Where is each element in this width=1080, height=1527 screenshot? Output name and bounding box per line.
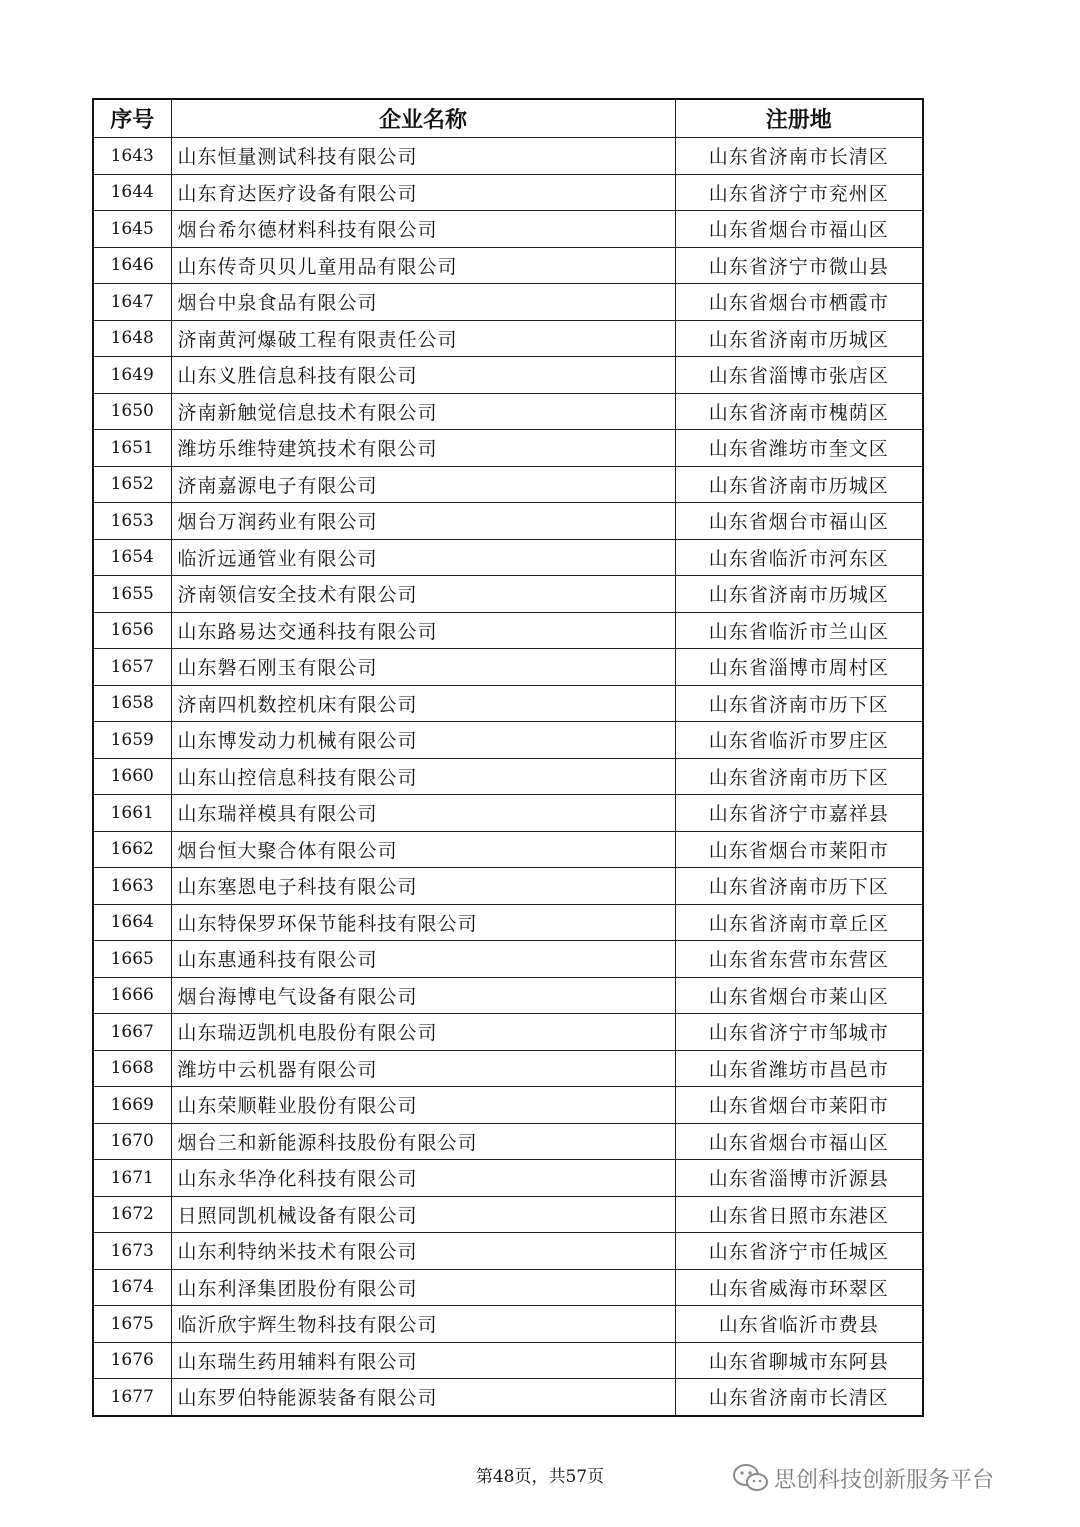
row-registration: 山东省临沂市费县	[675, 1306, 923, 1343]
row-registration: 山东省济南市槐荫区	[675, 393, 923, 430]
row-registration: 山东省济南市历城区	[675, 576, 923, 613]
row-registration: 山东省临沂市河东区	[675, 539, 923, 576]
table-row	[93, 174, 923, 211]
table-row	[93, 722, 923, 759]
row-seq: 1676	[93, 1342, 171, 1379]
row-company-name: 潍坊乐维特建筑技术有限公司	[171, 430, 675, 467]
row-registration: 山东省济宁市任城区	[675, 1233, 923, 1270]
row-seq: 1662	[93, 831, 171, 868]
row-company-name: 日照同凯机械设备有限公司	[171, 1196, 675, 1233]
row-company-name: 山东荣顺鞋业股份有限公司	[171, 1087, 675, 1124]
row-company-name: 烟台希尔德材料科技有限公司	[171, 211, 675, 248]
row-registration: 山东省临沂市兰山区	[675, 612, 923, 649]
table-row	[93, 430, 923, 467]
row-seq: 1648	[93, 320, 171, 357]
row-seq: 1674	[93, 1269, 171, 1306]
table-row	[93, 612, 923, 649]
table-row	[93, 941, 923, 978]
row-registration: 山东省济南市历下区	[675, 868, 923, 905]
row-company-name: 烟台恒大聚合体有限公司	[171, 831, 675, 868]
table-row	[93, 758, 923, 795]
row-seq: 1658	[93, 685, 171, 722]
row-registration: 山东省烟台市栖霞市	[675, 284, 923, 321]
row-registration: 山东省济宁市嘉祥县	[675, 795, 923, 832]
row-company-name: 烟台三和新能源科技股份有限公司	[171, 1123, 675, 1160]
row-seq: 1652	[93, 466, 171, 503]
row-company-name: 山东瑞迈凯机电股份有限公司	[171, 1014, 675, 1051]
row-seq: 1667	[93, 1014, 171, 1051]
table-row	[93, 576, 923, 613]
row-company-name: 山东路易达交通科技有限公司	[171, 612, 675, 649]
row-company-name: 烟台中泉食品有限公司	[171, 284, 675, 321]
table-row	[93, 1233, 923, 1270]
row-company-name: 烟台万润药业有限公司	[171, 503, 675, 540]
row-company-name: 山东瑞祥模具有限公司	[171, 795, 675, 832]
row-registration: 山东省淄博市周村区	[675, 649, 923, 686]
row-registration: 山东省济南市长清区	[675, 138, 923, 175]
table-row	[93, 1123, 923, 1160]
row-company-name: 济南四机数控机床有限公司	[171, 685, 675, 722]
row-company-name: 济南新触觉信息技术有限公司	[171, 393, 675, 430]
table-row	[93, 649, 923, 686]
row-company-name: 山东恒量测试科技有限公司	[171, 138, 675, 175]
watermark	[732, 1458, 994, 1498]
row-company-name: 山东利特纳米技术有限公司	[171, 1233, 675, 1270]
row-seq: 1665	[93, 941, 171, 978]
table-body	[93, 138, 923, 1416]
row-seq: 1675	[93, 1306, 171, 1343]
row-company-name: 山东塞恩电子科技有限公司	[171, 868, 675, 905]
row-registration: 山东省济南市章丘区	[675, 904, 923, 941]
row-registration: 山东省威海市环翠区	[675, 1269, 923, 1306]
row-company-name: 山东山控信息科技有限公司	[171, 758, 675, 795]
row-seq: 1655	[93, 576, 171, 613]
enterprise-table	[92, 98, 924, 1417]
row-seq: 1644	[93, 174, 171, 211]
table-header-row	[93, 99, 923, 138]
table-row	[93, 466, 923, 503]
row-company-name: 济南嘉源电子有限公司	[171, 466, 675, 503]
header-name: 企业名称	[171, 99, 675, 138]
row-seq: 1673	[93, 1233, 171, 1270]
row-company-name: 山东特保罗环保节能科技有限公司	[171, 904, 675, 941]
row-seq: 1663	[93, 868, 171, 905]
header-reg: 注册地	[675, 99, 923, 138]
row-company-name: 烟台海博电气设备有限公司	[171, 977, 675, 1014]
row-company-name: 济南黄河爆破工程有限责任公司	[171, 320, 675, 357]
row-registration: 山东省烟台市莱阳市	[675, 831, 923, 868]
row-registration: 山东省临沂市罗庄区	[675, 722, 923, 759]
row-company-name: 山东传奇贝贝儿童用品有限公司	[171, 247, 675, 284]
table-row	[93, 1087, 923, 1124]
table-row	[93, 1379, 923, 1416]
row-company-name: 山东瑞生药用辅料有限公司	[171, 1342, 675, 1379]
table-row	[93, 685, 923, 722]
table-row	[93, 904, 923, 941]
row-seq: 1650	[93, 393, 171, 430]
table-row	[93, 1306, 923, 1343]
row-registration: 山东省济南市历下区	[675, 758, 923, 795]
row-seq: 1660	[93, 758, 171, 795]
row-company-name: 潍坊中云机器有限公司	[171, 1050, 675, 1087]
table-row	[93, 393, 923, 430]
row-seq: 1671	[93, 1160, 171, 1197]
row-registration: 山东省烟台市福山区	[675, 211, 923, 248]
table-row	[93, 211, 923, 248]
row-company-name: 山东育达医疗设备有限公司	[171, 174, 675, 211]
row-seq: 1646	[93, 247, 171, 284]
row-seq: 1645	[93, 211, 171, 248]
row-seq: 1649	[93, 357, 171, 394]
table-row	[93, 539, 923, 576]
row-seq: 1656	[93, 612, 171, 649]
row-registration: 山东省烟台市莱阳市	[675, 1087, 923, 1124]
table-row	[93, 503, 923, 540]
table-row	[93, 977, 923, 1014]
row-seq: 1677	[93, 1379, 171, 1416]
row-seq: 1654	[93, 539, 171, 576]
table-row	[93, 284, 923, 321]
wechat-icon	[732, 1462, 770, 1494]
table-row	[93, 1196, 923, 1233]
row-seq: 1672	[93, 1196, 171, 1233]
row-seq: 1651	[93, 430, 171, 467]
row-seq: 1657	[93, 649, 171, 686]
row-registration: 山东省淄博市张店区	[675, 357, 923, 394]
row-company-name: 临沂远通管业有限公司	[171, 539, 675, 576]
row-registration: 山东省潍坊市昌邑市	[675, 1050, 923, 1087]
row-registration: 山东省烟台市福山区	[675, 503, 923, 540]
table-row	[93, 831, 923, 868]
row-company-name: 山东利泽集团股份有限公司	[171, 1269, 675, 1306]
row-registration: 山东省济南市历城区	[675, 466, 923, 503]
table-row	[93, 320, 923, 357]
row-registration: 山东省日照市东港区	[675, 1196, 923, 1233]
row-seq: 1647	[93, 284, 171, 321]
row-company-name: 山东博发动力机械有限公司	[171, 722, 675, 759]
row-seq: 1659	[93, 722, 171, 759]
table-row	[93, 247, 923, 284]
row-registration: 山东省淄博市沂源县	[675, 1160, 923, 1197]
row-registration: 山东省聊城市东阿县	[675, 1342, 923, 1379]
row-seq: 1668	[93, 1050, 171, 1087]
row-seq: 1643	[93, 138, 171, 175]
row-registration: 山东省潍坊市奎文区	[675, 430, 923, 467]
table-row	[93, 1269, 923, 1306]
row-company-name: 山东永华净化科技有限公司	[171, 1160, 675, 1197]
page-number: 第48页，共57页	[475, 1467, 605, 1487]
table-row	[93, 138, 923, 175]
table-row	[93, 795, 923, 832]
row-registration: 山东省济宁市微山县	[675, 247, 923, 284]
row-seq: 1661	[93, 795, 171, 832]
row-seq: 1669	[93, 1087, 171, 1124]
row-company-name: 临沂欣宇辉生物科技有限公司	[171, 1306, 675, 1343]
row-company-name: 山东罗伯特能源装备有限公司	[171, 1379, 675, 1416]
row-registration: 山东省济宁市邹城市	[675, 1014, 923, 1051]
row-registration: 山东省烟台市福山区	[675, 1123, 923, 1160]
row-seq: 1670	[93, 1123, 171, 1160]
table-row	[93, 868, 923, 905]
enterprise-table-container	[92, 98, 922, 1417]
table-row	[93, 1342, 923, 1379]
row-seq: 1666	[93, 977, 171, 1014]
table-row	[93, 1160, 923, 1197]
row-registration: 山东省济南市历下区	[675, 685, 923, 722]
table-row	[93, 357, 923, 394]
row-registration: 山东省济宁市兖州区	[675, 174, 923, 211]
row-company-name: 济南领信安全技术有限公司	[171, 576, 675, 613]
row-company-name: 山东义胜信息科技有限公司	[171, 357, 675, 394]
row-company-name: 山东磐石刚玉有限公司	[171, 649, 675, 686]
watermark-text: 思创科技创新服务平台	[774, 1467, 995, 1493]
row-seq: 1653	[93, 503, 171, 540]
row-seq: 1664	[93, 904, 171, 941]
row-registration: 山东省东营市东营区	[675, 941, 923, 978]
table-row	[93, 1014, 923, 1051]
row-registration: 山东省烟台市莱山区	[675, 977, 923, 1014]
row-registration: 山东省济南市历城区	[675, 320, 923, 357]
row-company-name: 山东惠通科技有限公司	[171, 941, 675, 978]
table-row	[93, 1050, 923, 1087]
header-seq: 序号	[93, 99, 171, 138]
row-registration: 山东省济南市长清区	[675, 1379, 923, 1416]
